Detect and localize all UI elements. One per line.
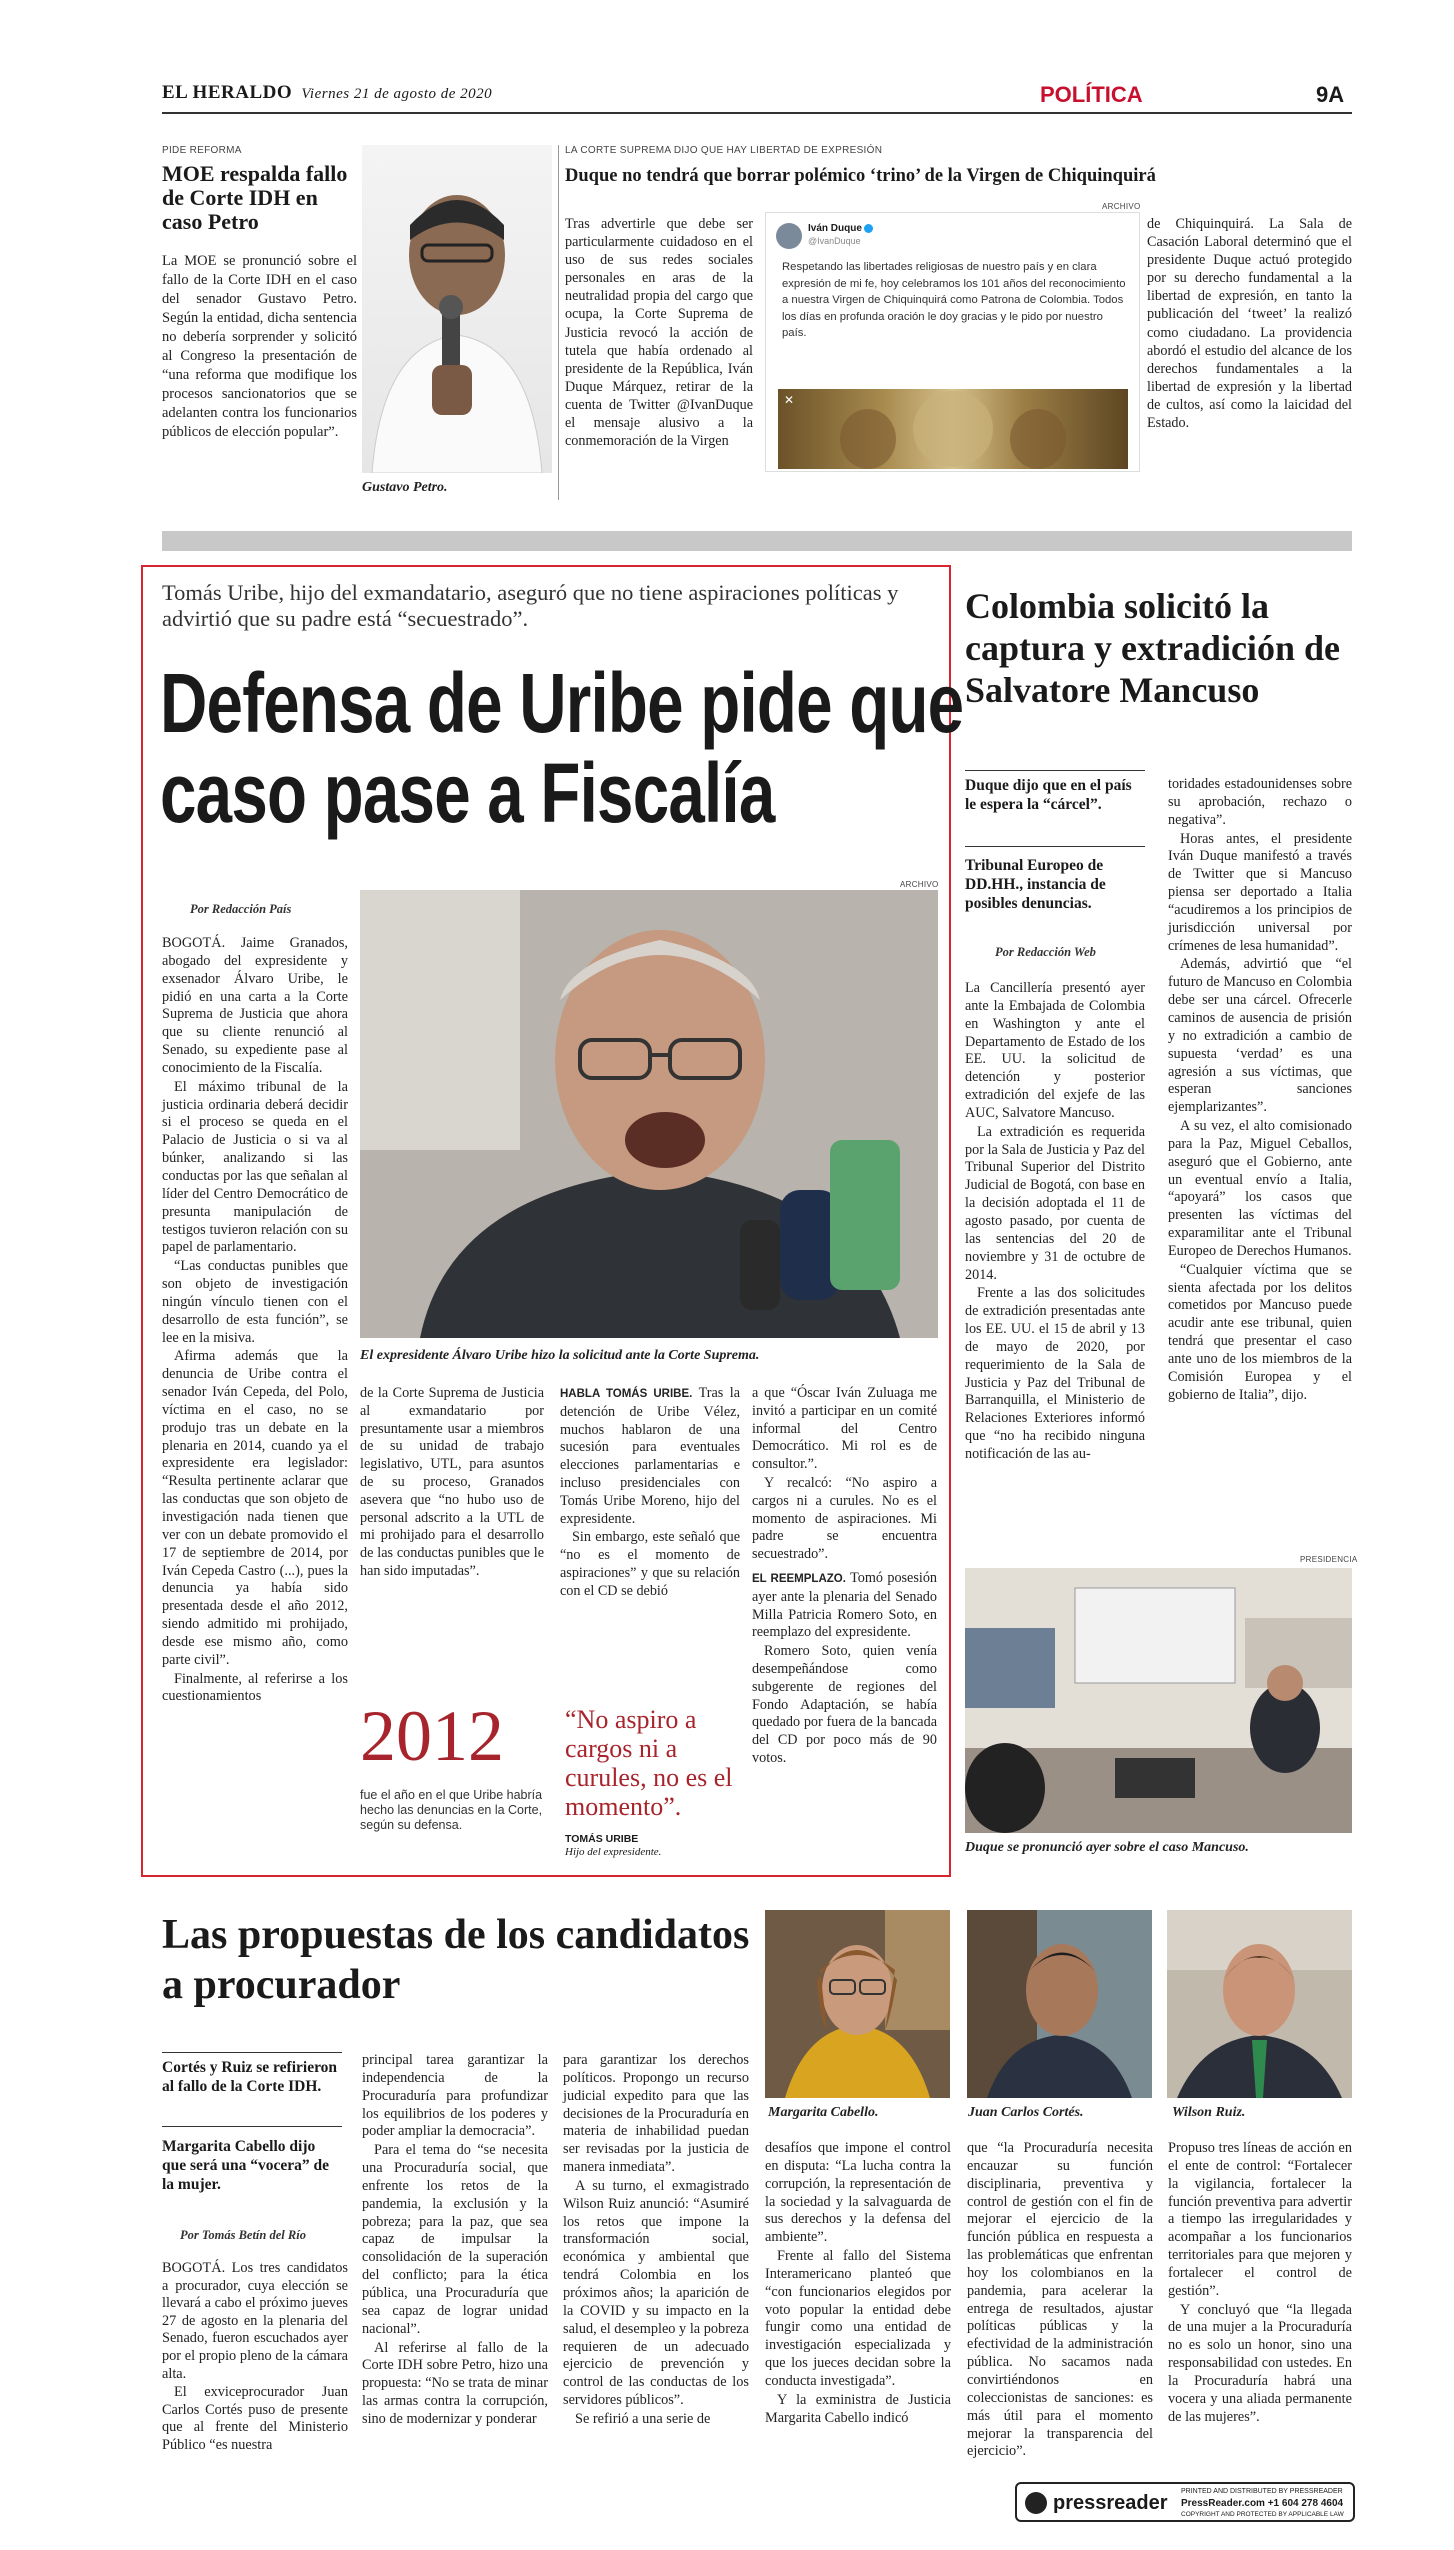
pressreader-line3: COPYRIGHT AND PROTECTED BY APPLICABLE LAW [1181,2511,1344,2518]
mancuso-sub1: Duque dijo que en el país le espera la “cárcel”. [965,777,1132,813]
procurador-col1 [162,2260,348,2456]
romero-text: Romero Soto, quien venía desempeñándose como subgerente de regiones del Fondo Adaptación, se había quedado por fuera de la bancada del CD por poco más de 90 votos. [752,1643,937,1766]
uribe-col1-p3: “Las conductas punibles que son objeto de investigación ningún vínculo tienen con el desarrollo de esta función”, se lee en la misiva. [162,1258,348,1346]
petro-photo [362,145,552,473]
procurador-sub2: Margarita Cabello dijo que será una “vocera” de la mujer. [162,2138,330,2193]
uribe-col3 [560,1385,740,1602]
mancuso-sub2: Tribunal Europeo de DD.HH., instancia de posibles denuncias. [965,857,1106,912]
procurador-col3 [563,2052,749,2430]
mancuso-sub-rule-mid [965,846,1145,847]
reemplazo-text: Tomó posesión ayer ante la plenaria del Senado Milla Patricia Romero Soto, en reemplazo del expresidente. [752,1569,938,1641]
procurador-sub1: Cortés y Ruiz se refirieron al fallo de la Corte IDH. [162,2059,338,2095]
reemplazo-lead: EL REEMPLAZO. [752,1572,846,1585]
procurador-col4 [765,2140,951,2429]
uribe-col1-p4: Afirma además que la denuncia de Uribe contra el senador Iván Cepeda, del Polo, víctima en el caso, no se produjo tras un debate en la plenaria en 2014, cuando ya el expresidente era legislador: “Resulta pertinente aclarar que las conductas que son objeto de investigación nada tienen que ver con un debate promovido el 17 de septiembre de 2014, por Iván Cepeda Castro (...), pues la denuncia ya había sido presentada desde el año 2012, siendo admitido mi prohijado, desde ese mismo año, como parte civil”. [162,1348,348,1668]
petro-caption: Gustavo Petro. [362,480,448,495]
procurador-col2-p1: principal tarea garantizar la independencia de la Procuraduría para profundizar los equilibrios de los poderes y poder ampliar la democracia”. [362,2052,548,2140]
pressreader-line2: PressReader.com +1 604 278 4604 [1181,2498,1344,2509]
virgin-image [778,389,1128,469]
procurador-col3-p2: A su turno, el exmagistrado Wilson Ruiz anunció: “Asumiré los retos que impone la transformación social, económica y ambiental que tendrá Colombia en los próximos años; la aparición de la COVID y su impacto en la salud, el desempleo y la pobreza requieren de un adecuado ejercicio de prevención y control de las conductas de los servidores públicos”. [563,2177,749,2409]
recalco-text: Y recalcó: “No aspiro a cargos ni a curules. No es el momento de aspiraciones. Mi padre se encuentra secuestrado”. [752,1474,937,1563]
tweet-text: Respetando las libertades religiosas de nuestro país y en clara expresión de mi fe, hoy celebramos los 101 años del reconocimiento a nuestra Virgen de Chiquinquirá como Patrona de Colombia. Todos los días en profunda oración le doy gracias y le pido por nuestro país. [782,261,1126,340]
duque-photo-credit: ARCHIVO [1102,202,1141,211]
mancuso-col1-p1: La Cancillería presentó ayer ante la Embajada de Colombia en Washington y ante el Departamento de Estado de los EE. UU. la solicitud de detención y posterior extradición del exjefe de las AUC, Salvatore Mancuso. [965,980,1145,1121]
ruiz-caption: Wilson Ruiz. [1172,2105,1246,2120]
procurador-col1-p2: El exviceprocurador Juan Carlos Cortés puso de presente que al frente del Ministerio Público “es nuestra [162,2384,348,2453]
mancuso-col2 [1168,776,1352,1406]
section-separator [162,531,1352,551]
tweet-handle: @IvanDuque [808,236,861,246]
mancuso-col1 [965,980,1145,1465]
uribe-col1 [162,935,348,1707]
duque-meeting-photo [965,1568,1352,1833]
uribe-col4 [752,1385,937,1769]
procurador-col4-p1: desafíos que impone el control en disputa: “La lucha contra la corrupción, la representación de la sociedad y la salvaguarda de sus derechos y la defensa del ambiente”. [765,2140,951,2246]
tweet-card [765,212,1140,472]
quote-author: TOMÁS URIBE [565,1833,639,1845]
uribe-col1-p2: El máximo tribunal de la justicia ordinaria deberá decidir si el proceso se queda en el Palacio de Justicia o si va al búnker, analizando si las conductas por las que señalan al líder del Centro Democrático de presunta manipulación de testigos tuvieron relación con su papel de parlamentario. [162,1078,348,1256]
tomas-text-b: Sin embargo, este señaló que “no es el momento de aspiraciones” y que su relación con el CD se debió [560,1529,740,1599]
tweet-avatar [776,223,802,249]
uribe-deck: Tomás Uribe, hijo del exmandatario, aseguró que no tiene aspiraciones políticas y advirtió que su padre está “secuestrado”. [162,580,899,631]
moe-body: La MOE se pronunció sobre el fallo de la Corte IDH en el caso del senador Gustavo Petro. Según la entidad, dicha sentencia no debería sorprender y solicitó al Congreso la presentación de “una reforma que modifique los procesos sancionatorios que se adelanten contra los funcionarios públicos de elección popular”. [162,253,357,440]
tomas-text: Tras la detención de Uribe Vélez, muchos hablaron de una sucesión para eventuales elecciones parlamentarias e incluso presidenciales con Tomás Uribe Moreno, hijo del expresidente. [560,1385,740,1527]
verified-icon [864,224,873,233]
uribe-photo [360,890,938,1338]
uribe-headline: Defensa de Uribe pide que caso pase a Fiscalía [160,656,964,840]
mancuso-col2-p5: “Cualquier víctima que se sienta afectada por los delitos cometidos por Mancuso puede acudir ante ese tribunal, quien tendrá que presentar el caso ante uno de los miembros de la Comisión Europea y el gobierno de Italia”, dijo. [1168,1261,1352,1403]
procurador-col2 [362,2052,548,2430]
mancuso-col1-p2: La extradición es requerida por la Sala de Justicia y Paz del Tribunal Superior del Distrito Judicial de Bogotá, con base en la decisión adoptada el 11 de agosto pasado, por cuenta de las sentencias del 20 de noviembre y 31 de octubre de 2014. [965,1123,1145,1283]
pressreader-badge[interactable] [1015,2482,1355,2522]
issue-date: Viernes 21 de agosto de 2020 [301,86,493,102]
uribe-col1-p1: BOGOTÁ. Jaime Granados, abogado del expresidente y exsenador Álvaro Uribe, le pidió en una carta a la Corte Suprema de Justicia que ahora que su cliente renunció al Senado, su expediente pase al conocimiento de la Fiscalía. [162,935,348,1076]
procurador-col3-p1: para garantizar los derechos políticos. Propongo un recurso judicial expedito para que las decisiones de la Procuraduría en materia de inhabilidad puedan ser revisadas por la justicia de manera inmediata”. [563,2052,749,2176]
mancuso-caption: Duque se pronunció ayer sobre el caso Mancuso. [965,1840,1249,1855]
procurador-col1-p1: BOGOTÁ. Los tres candidatos a procurador, cuya elección se llevará a cabo el próximo jueves 27 de agosto en la plenaria del Senado, fueron escuchados ayer por el propio pleno de la cámara alta. [162,2260,348,2382]
procurador-col2-p2: Para el tema do “se necesita una Procuraduría social, que enfrente los retos de la pandemia, la exclusión y la pobreza; para la paz, que sea capaz de impulsar la consolidación de la superación del conflicto; para la ética pública, una Procuraduría que sea capaz de lograr unidad nacional”. [362,2142,548,2337]
procurador-col5 [967,2140,1153,2462]
mancuso-sub-rule-top [965,770,1145,771]
duque-col1: Tras advertirle que debe ser particularmente cuidadoso en el uso de sus redes sociales personales en aras de la neutralidad propia del cargo que ocupa, la Corte Suprema de Justicia revocó la acción de tutela que había ordenado al presidente de la República, Iván Duque Márquez, retirar de la cuenta de Twitter @IvanDuque el mensaje alusivo a la conmemoración de la Virgen [565,216,753,450]
uribe-byline: Por Redacción País [190,902,292,916]
procurador-col6 [1168,2140,1352,2428]
divider-top [558,145,559,500]
procurador-sub-rule-mid [162,2126,342,2127]
pressreader-brand: pressreader [1053,2492,1168,2514]
moe-headline: MOE respalda fallo de Corte IDH en caso Petro [162,161,348,234]
tomas-lead: HABLA TOMÁS URIBE. [560,1388,693,1400]
procurador-headline: Las propuestas de los candidatos a procurador [162,1912,750,2008]
duque-headline: Duque no tendrá que borrar polémico ‘trino’ de la Virgen de Chiquinquirá [565,166,1156,186]
big-number-text: fue el año en el que Uribe habría hecho las denuncias en la Corte, según su defensa. [360,1788,543,1832]
mancuso-col2-p3: Además, advirtió que “el futuro de Mancuso en Colombia debe ser una cárcel. Ofrecerle caminos de ausencia de prisión y no extradición a cambio de supuesta ‘verdad’ es una agresión a sus víctimas, que esperan sanciones ejemplarizantes”. [1168,956,1352,1116]
uribe-caption: El expresidente Álvaro Uribe hizo la solicitud ante la Corte Suprema. [360,1348,760,1363]
close-icon: ✕ [784,393,795,407]
procurador-col4-p3: Y la exministra de Justicia Margarita Cabello indicó [765,2391,951,2426]
procurador-col6-p1: Propuso tres líneas de acción en el ente de control: “Fortalecer la vigilancia, fortalecer la función preventiva para advertir a tiempo las irregularidades y acompañar a los funcionarios territoriales para que mejoren y fortalecer el control de gestión”. [1168,2140,1352,2299]
mancuso-col2-p4: A su vez, el alto comisionado para la Paz, Miguel Ceballos, aseguró que el Gobierno, ante un eventual envío a Italia, “apoyará” los casos que presenten las víctimas del exparamilitar ante el Tribunal Europeo de Derechos Humanos. [1168,1118,1352,1259]
big-number: 2012 [360,1696,504,1776]
ruiz-photo [1167,1910,1352,2098]
cabello-caption: Margarita Cabello. [768,2105,879,2120]
uribe-col1-p5: Finalmente, al referirse a los cuestionamientos [162,1670,348,1705]
paper-name: EL HERALDO [162,82,293,103]
section-label: POLÍTICA [1040,82,1143,107]
mancuso-col1-p3: Frente a las dos solicitudes de extradición presentadas ante los EE. UU. el 15 de abril y 13 de mayo de 2020, por requerimiento de la Sala de Justicia y Paz del Tribunal de Barranquilla, el Ministerio de Relaciones Exteriores informó que “no ha recibido ninguna notificación de las au- [965,1285,1145,1462]
duque-col2: de Chiquinquirá. La Sala de Casación Laboral determinó que el presidente Duque actuó protegido por su derecho fundamental a la libertad de expresión, en tanto la publicación del ‘tweet’ la realizó como ciudadano. La providencia abordó el estudio del alcance de los derechos fundamentales a la libertad de expresión y la libertad de cultos, así como la laicidad del Estado. [1147,216,1352,432]
quote-role: Hijo del expresidente. [565,1846,662,1858]
mancuso-col2-p2: Horas antes, el presidente Iván Duque manifestó a través de Twitter que si Mancuso piensa ser deportado a Italia “acudiremos a los principios de jurisdicción universal por crímenes de lesa humanidad”. [1168,830,1352,954]
pressreader-logo-icon [1025,2492,1047,2514]
masthead [162,82,492,104]
procurador-col3-p3: Se refirió a una serie de [575,2410,711,2427]
mancuso-col2-p1: toridades estadounidenses sobre su aprobación, rechazo o negativa”. [1168,776,1352,828]
uribe-photo-credit: ARCHIVO [900,880,939,889]
duque-kicker: LA CORTE SUPREMA DIJO QUE HAY LIBERTAD DE EXPRESIÓN [565,145,883,156]
page-number: 9A [1316,82,1345,107]
mancuso-byline: Por Redacción Web [995,945,1096,959]
cabello-photo [765,1910,950,2098]
moe-kicker: PIDE REFORMA [162,145,242,156]
header-rule [162,112,1352,114]
cortes-caption: Juan Carlos Cortés. [968,2105,1084,2120]
pressreader-line1: PRINTED AND DISTRIBUTED BY PRESSREADER [1181,2488,1343,2495]
tweet-name: Iván Duque [808,223,862,234]
zuluaga-text: a que “Óscar Iván Zuluaga me invitó a participar en un comité informal del Centro Democrático. Mi rol es de consultor.”. [752,1385,937,1473]
procurador-col5-p1: que “la Procuraduría necesita encauzar su función disciplinaria, preventiva y control de gestión con el fin de mejorar el ejercicio de la función pública en respuesta a las problemáticas que enfrentan hoy los colombianos en la pandemia, para acelerar la entrega de resultados, ajustar políticas públicas y la efectividad de la administración pública. No sacamos nada convirtiéndonos en coleccionistas de sanciones: es más útil para el momento mejorar la transparencia del ejercicio”. [967,2140,1153,2460]
cortes-photo [967,1910,1152,2098]
procurador-col6-p2: Y concluyó que “la llegada de una mujer a la Procuraduría no es solo un honor, sino una responsabilidad con ustedes. En la Procuraduría habrá una vocera y una aliada permanente de las mujeres”. [1168,2301,1352,2425]
procurador-byline: Por Tomás Betín del Río [180,2228,306,2242]
mancuso-headline: Colombia solicitó la captura y extradición de Salvatore Mancuso [965,586,1340,710]
mancuso-photo-credit: PRESIDENCIA [1300,1555,1358,1564]
procurador-col4-p2: Frente al fallo del Sistema Interamericano planteó que “con funcionarios elegidos por voto popular la entidad debe fungir como una entidad de investigación especializada y que los jueces decidan sobre la conducta investigada”. [765,2248,951,2389]
pull-quote: “No aspiro a cargos ni a curules, no es el momento”. [565,1705,733,1821]
procurador-col2-p3: Al referirse al fallo de la Corte IDH sobre Petro, hizo una propuesta: “No se trata de minar las armas contra la corrupción, sino de modernizar y ponderar [362,2339,548,2427]
uribe-col2: de la Corte Suprema de Justicia al exmandatario por presuntamente usar a miembros de su unidad de trabajo legislativo, UTL, para asuntos de su proceso, Granados asevera que “no hubo uso de personal adscrito a la UTL de mi prohijado para el desarrollo de las conductas punibles que le han sido imputadas”. [360,1385,544,1579]
procurador-sub-rule-top [162,2052,342,2053]
